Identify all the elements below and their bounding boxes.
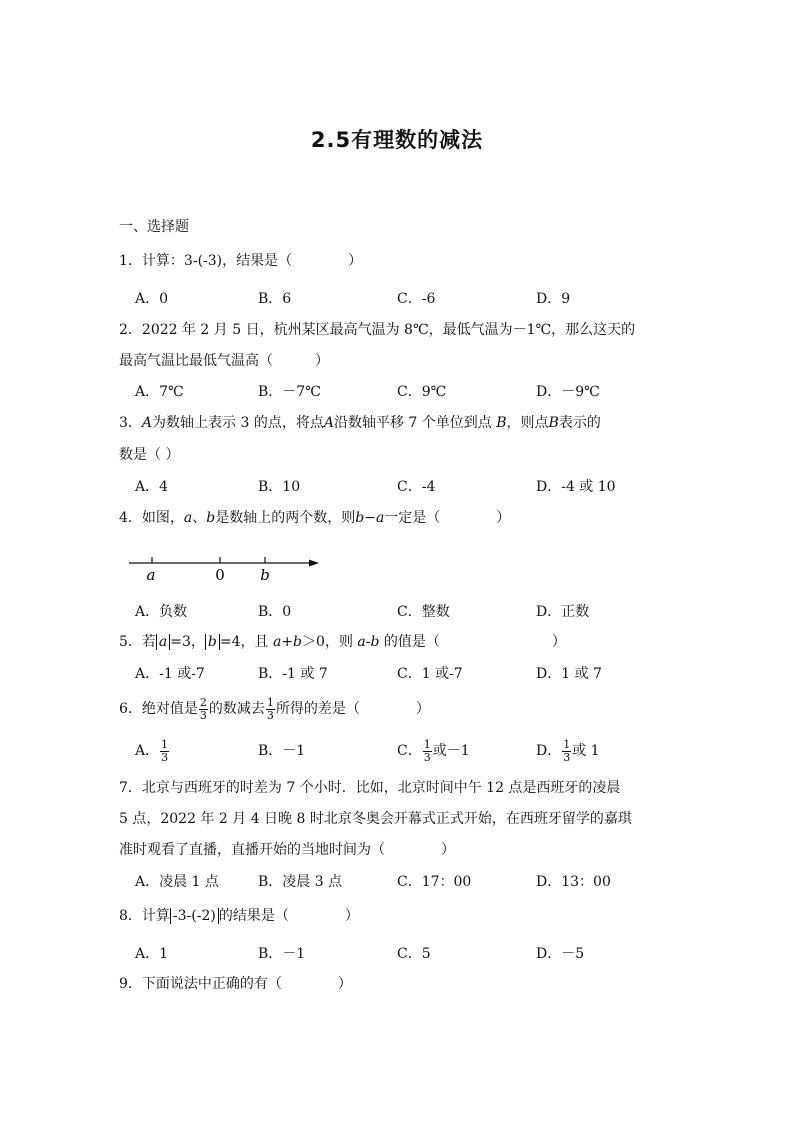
q1-number: 1． [119,253,142,269]
q3-text-4: 表示的 [558,415,601,431]
q6-f1-num: 2 [199,695,207,709]
q6-d-label: D． [536,743,562,759]
q2-option-d[interactable]: D．－9℃ [536,384,600,400]
q5-option-c[interactable]: C．1 或-7 [397,666,463,682]
q6-d-den: 3 [563,750,571,764]
q6-pre: 6．绝对值是 [119,701,198,717]
q3-text-1: 为数轴上表示 3 的点，将点 [152,415,324,431]
q5-option-b[interactable]: B．-1 或 7 [258,666,328,682]
q3-option-b[interactable]: B．10 [258,479,301,495]
q4-option-c[interactable]: C．整数 [397,604,450,620]
question-2-line-2: 最高气温比最低气温高（ ） [119,353,329,369]
q6-fraction-2 [266,697,275,722]
q4-var-b: b [206,510,216,526]
q2-options [135,383,695,403]
q7-option-d[interactable]: D．13：00 [536,874,611,890]
q5-mid-1: =3， [170,634,205,650]
q6-mid: 的数减去 [208,701,265,717]
q4-options [135,603,695,623]
q6-c-fraction [423,739,432,764]
question-5 [119,633,566,651]
q1-post: ，结果是（ ） [222,253,363,269]
q3-text-3: ，则点 [506,415,549,431]
question-4 [119,509,510,527]
number-line-arrow [309,560,319,567]
q5-abs-b: b [205,634,220,650]
q2-option-a[interactable]: A．7℃ [135,384,184,400]
q8-post: 的结果是（ ） [218,908,359,924]
question-7-line-3: 准时观看了直播，直播开始的当地时间为（ ） [119,842,455,858]
q6-d-post: 或 1 [572,743,600,759]
question-7-line-2: 5 点，2022 年 2 月 4 日晚 8 时北京冬奥会开幕式正式开始，在西班牙留学的嘉琪 [119,811,632,827]
q3-point-a: A [141,415,153,431]
q5-option-d[interactable]: D．1 或 7 [536,666,602,682]
q4-var-a: a [183,510,193,526]
q3-text-2: 沿数轴平移 7 个单位到点 [333,415,497,431]
q1-pre: 计算：3- [141,253,198,269]
q6-a-num: 1 [161,737,169,751]
q4-sep: 、 [192,510,207,526]
q6-f2-num: 1 [266,695,274,709]
q1-option-d[interactable]: D．9 [536,291,571,307]
q6-option-c[interactable] [397,736,470,766]
q3-point-b: B [496,415,507,431]
q6-c-label: C． [397,743,422,759]
q6-d-num: 1 [563,737,571,751]
q6-a-label: A． [135,743,160,759]
q7-options [135,873,695,893]
q6-a-den: 3 [161,750,169,764]
q6-option-d[interactable] [536,736,600,766]
q5-post: 的值是（ ） [379,634,566,650]
q6-option-a[interactable] [135,736,170,766]
question-6 [119,694,430,724]
q4-expr: b−a [355,510,385,526]
q6-f1-den: 3 [199,708,207,722]
q6-c-den: 3 [423,750,431,764]
q6-c-num: 1 [423,737,431,751]
label-a: a [146,566,156,584]
q4-post: 一定是（ ） [384,510,511,526]
q7-option-c[interactable]: C．17：00 [397,874,472,890]
q6-d-fraction [562,739,571,764]
q3-options [135,478,695,498]
q5-expr: a-b [357,634,380,650]
q5-options [135,665,695,685]
q1-option-c[interactable]: C．-6 [397,291,436,307]
q3-number: 3． [119,415,142,431]
q1-option-a[interactable]: A．0 [135,291,169,307]
question-7-line-1: 7．北京与西班牙的时差为 7 个小时．比如，北京时间中午 12 点是西班牙的凌晨 [119,780,621,796]
question-8 [119,907,359,925]
q8-abs-expr: -3-(-2) [170,908,219,924]
q6-a-fraction [160,739,169,764]
q5-cond: a+b [272,634,303,650]
q1-paren: (-3) [197,253,223,269]
q4-mid: 是数轴上的两个数，则 [215,510,356,526]
q8-pre: 8．计算 [119,908,170,924]
q5-mid-3: ＞0，则 [302,634,358,650]
q6-f2-den: 3 [266,708,274,722]
question-9: 9．下面说法中正确的有（ ） [119,976,352,992]
q2-option-b[interactable]: B．－7℃ [258,384,321,400]
q8-option-c[interactable]: C．5 [397,946,431,962]
page-title: 2.5有理数的减法 [310,128,484,152]
q6-fraction-1 [199,697,208,722]
q1-option-b[interactable]: B．6 [258,291,292,307]
q6-c-post: 或－1 [432,743,470,759]
q4-option-b[interactable]: B．0 [258,604,292,620]
q6-options [135,736,695,766]
q5-pre: 5．若 [119,634,156,650]
q7-option-b[interactable]: B．凌晨 3 点 [258,874,343,890]
q3-option-c[interactable]: C．-4 [397,479,436,495]
q8-option-d[interactable]: D．－5 [536,946,585,962]
q8-option-b[interactable]: B．－1 [258,946,306,962]
q5-mid-2: =4，且 [219,634,273,650]
label-zero: 0 [215,566,225,584]
q6-option-b[interactable]: B．－1 [258,743,306,759]
q3-option-a[interactable]: A．4 [135,479,169,495]
q3-point-a-2: A [323,415,334,431]
q5-abs-a: a [156,634,170,650]
number-line-figure [125,552,325,586]
question-2-line-1: 2．2022 年 2 月 5 日，杭州某区最高气温为 8℃，最低气温为－1℃，那么这天的 [119,322,636,338]
q3-point-b-2: B [548,415,559,431]
q8-option-a[interactable]: A．1 [135,946,169,962]
q6-post: 所得的差是（ ） [275,701,430,717]
label-b: b [260,566,270,584]
question-3-line-2: 数是（ ） [119,447,180,463]
section-heading: 一、选择题 [119,219,189,235]
q3-option-d[interactable]: D．-4 或 10 [536,479,616,495]
question-3-line-1 [119,414,601,432]
q5-option-a[interactable]: A．-1 或-7 [135,666,205,682]
q4-pre: 4．如图， [119,510,184,526]
q1-options [135,290,695,310]
q7-option-a[interactable]: A．凌晨 1 点 [135,874,219,890]
q8-options [135,945,695,965]
q4-option-d[interactable]: D．正数 [536,604,590,620]
q4-option-a[interactable]: A．负数 [135,604,188,620]
q2-option-c[interactable]: C．9℃ [397,384,447,400]
question-1 [119,252,362,270]
